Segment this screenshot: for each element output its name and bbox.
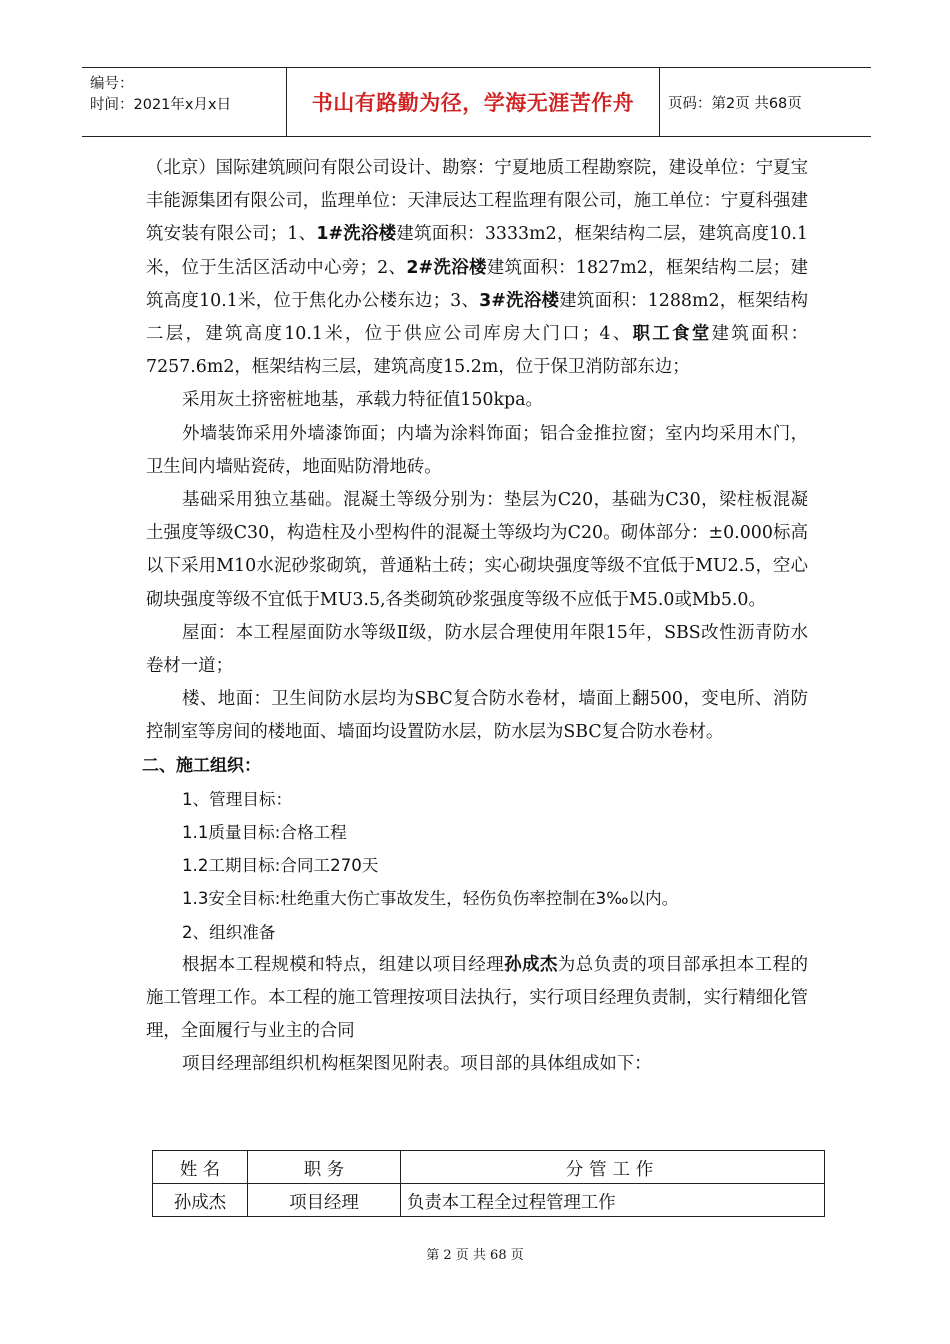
table-cell: 孙成杰: [153, 1184, 248, 1217]
table-header-row: [153, 1151, 825, 1184]
structure-paragraph: 基础采用独立基础。混凝土等级分别为：垫层为C20，基础为C30，梁柱板混凝土强度等级C30，构造柱及小型构件的混凝土等级均为C20。砌体部分：±0.000标高以下采用M10水泥砂浆砌筑，普通粘土砖；实心砌块强度等级不宜低于MU2.5，空心砌块强度等级不宜低于MU3.5,各类砌筑砂浆强度等级不应低于M5.0或Mb5.0。: [146, 490, 808, 610]
building-3-name: 3#洗浴楼: [479, 290, 560, 311]
staff-table: [152, 1150, 825, 1217]
manager-name: 孙成杰: [504, 954, 558, 975]
roof-paragraph: 屋面：本工程屋面防水等级Ⅱ级，防水层合理使用年限15年，SBS改性沥青防水卷材一道；: [146, 622, 808, 677]
project-overview-paragraph: （北京）国际建筑顾问有限公司设计、勘察：宁夏地质工程勘察院，建设单位：宁夏宝丰能源集团有限公司，监理单位：天津辰达工程监理有限公司，施工单位：宁夏科强建筑安装有限公司；1、1#洗浴楼建筑面积：3333m2，框架结构二层，建筑高度10.1米，位于生活区活动中心旁；2、2#洗浴楼建筑面积：1827m2，框架结构二层；建筑高度10.1米，位于焦化办公楼东边；3、3#洗浴楼建筑面积：1288m2，框架结构二层，建筑高度10.1米，位于供应公司库房大门口；4、职工食堂建筑面积：7257.6m2，框架结构三层，建筑高度15.2m，位于保卫消防部东边；: [146, 158, 808, 378]
document-time-label: 时间：2021年x月x日: [90, 97, 232, 113]
management-goals-heading: 1、管理目标：: [182, 789, 293, 809]
canteen-name: 职工食堂: [632, 324, 712, 345]
table-row: [153, 1184, 825, 1217]
document-number-label: 编号：: [90, 76, 134, 92]
building-2-name: 2#洗浴楼: [406, 257, 487, 278]
table-header-cell: 职 务: [248, 1151, 401, 1184]
header-page-number: 页码：第2页 共68页: [668, 95, 802, 112]
building-1-name: 1#洗浴楼: [316, 224, 397, 245]
page-header: [82, 67, 871, 137]
decoration-paragraph: 外墙装饰采用外墙漆饰面；内墙为涂料饰面；铝合金推拉窗；室内均采用木门，卫生间内墙贴瓷砖，地面贴防滑地砖。: [146, 423, 808, 477]
foundation-paragraph: 采用灰土挤密桩地基，承载力特征值150kpa。: [182, 390, 543, 411]
table-cell: 项目经理: [248, 1184, 401, 1217]
table-cell: 负责本工程全过程管理工作: [401, 1184, 825, 1217]
section-heading: 二、施工组织：: [142, 755, 261, 776]
table-header-cell: 姓 名: [153, 1151, 248, 1184]
document-body: [142, 152, 808, 1082]
organization-heading: 2、组织准备: [182, 922, 276, 942]
structure-intro-paragraph: 项目经理部组织机构框架图见附表。项目部的具体组成如下：: [182, 1054, 652, 1075]
header-meta: [82, 68, 286, 136]
page-footer: 第 2 页 共 68 页: [426, 1248, 524, 1263]
table-header-cell: 分管工作: [401, 1151, 825, 1184]
schedule-goal: 1.2工期目标:合同工270天: [182, 856, 379, 876]
safety-goal: 1.3安全目标:杜绝重大伤亡事故发生，轻伤负伤率控制在3‰以内。: [182, 889, 679, 909]
organization-paragraph: 根据本工程规模和特点，组建以项目经理孙成杰为总负责的项目部承担本工程的施工管理工作。本工程的施工管理按项目法执行，实行项目经理负责制，实行精细化管理，全面履行与业主的合同: [146, 954, 808, 1042]
header-motto: 书山有路勤为径，学海无涯苦作舟: [286, 68, 660, 136]
floor-paragraph: 楼、地面：卫生间防水层均为SBC复合防水卷材，墙面上翻500，变电所、消防控制室等房间的楼地面、墙面均设置防水层，防水层为SBC复合防水卷材。: [146, 689, 808, 743]
quality-goal: 1.1质量目标:合格工程: [182, 823, 347, 843]
